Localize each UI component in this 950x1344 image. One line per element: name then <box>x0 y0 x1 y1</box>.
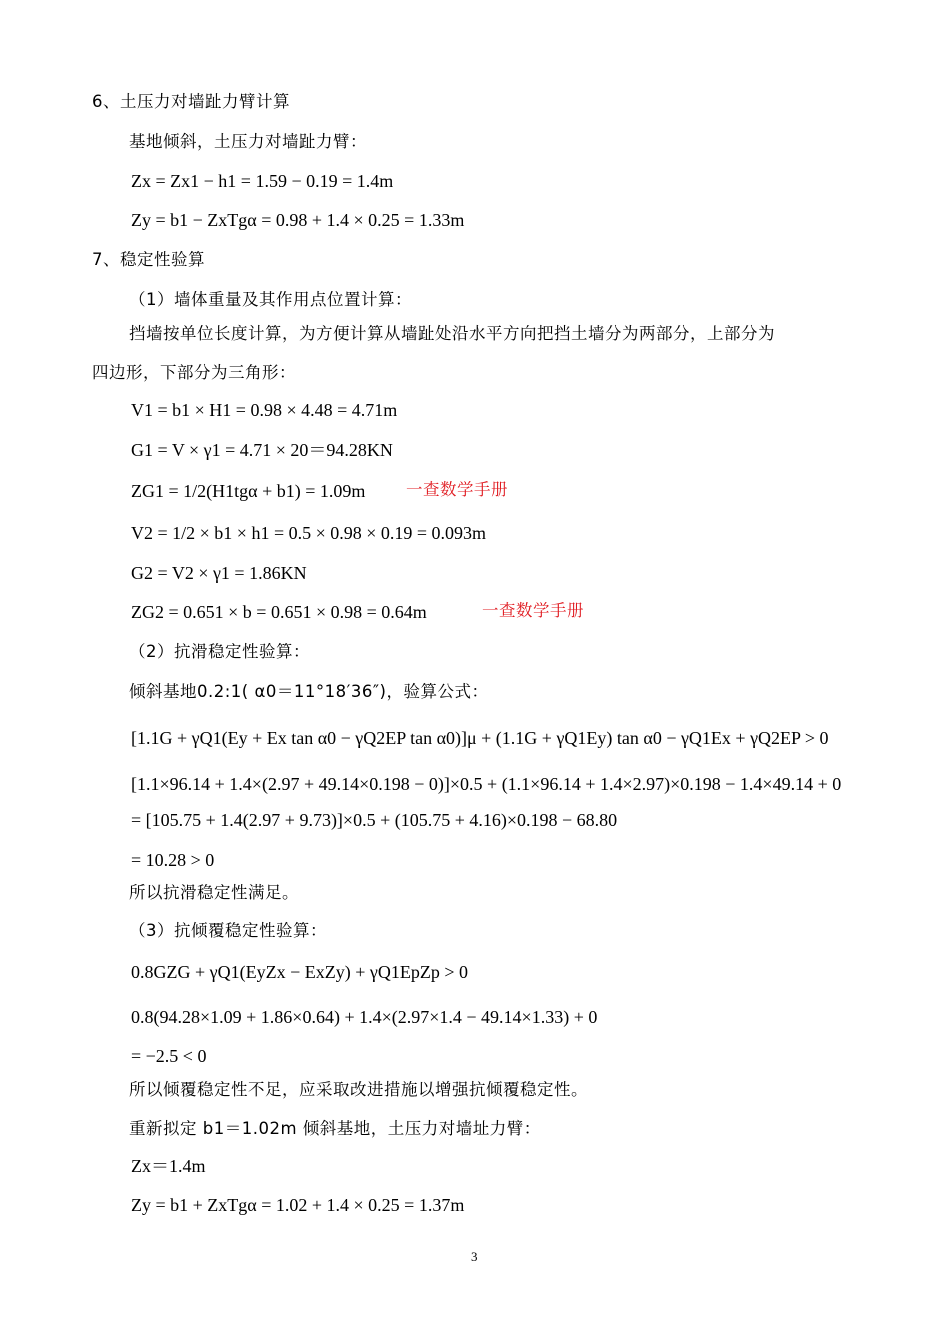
equation-zg1: ZG1 = 1/2(H1tgα + b1) = 1.09m <box>131 481 366 501</box>
text-line: 重新拟定 b1＝1.02m 倾斜基地，土压力对墙址力臂： <box>129 1119 541 1138</box>
handbook-note: 一查数学手册 <box>406 480 508 499</box>
equation-sliding-result: = 10.28 > 0 <box>131 850 215 870</box>
text-line: 所以倾覆稳定性不足，应采取改进措施以增强抗倾覆稳定性。 <box>129 1080 588 1099</box>
paragraph-line: 挡墙按单位长度计算，为方便计算从墙趾处沿水平方向把挡土墙分为两部分，上部分为 <box>129 324 775 343</box>
equation-zx-new: Zx＝1.4m <box>131 1156 206 1176</box>
subsection-3-heading: （3）抗倾覆稳定性验算： <box>129 921 327 940</box>
equation-overturning-result: = −2.5 < 0 <box>131 1046 207 1066</box>
subsection-2-heading: （2）抗滑稳定性验算： <box>129 642 310 661</box>
equation-zy: Zy = b1 − ZxTgα = 0.98 + 1.4 × 0.25 = 1.33m <box>131 210 465 230</box>
equation-zg2: ZG2 = 0.651 × b = 0.651 × 0.98 = 0.64m <box>131 602 427 622</box>
equation-sliding-sub: = [105.75 + 1.4(2.97 + 9.73)]×0.5 + (105.75 + 4.16)×0.198 − 68.80 <box>131 810 618 830</box>
equation-sliding: [1.1G + γQ1(Ey + Ex tan α0 − γQ2EP tan α0)]μ + (1.1G + γQ1Ey) tan α0 − γQ1Ex + γQ2EP > 0 <box>131 728 829 748</box>
section-7-heading: 7、稳定性验算 <box>92 250 205 269</box>
subsection-1-heading: （1）墙体重量及其作用点位置计算： <box>129 290 412 309</box>
equation-overturning-sub: 0.8(94.28×1.09 + 1.86×0.64) + 1.4×(2.97×1.4 − 49.14×1.33) + 0 <box>131 1007 598 1027</box>
equation-zy-new: Zy = b1 + ZxTgα = 1.02 + 1.4 × 0.25 = 1.37m <box>131 1195 465 1215</box>
equation-overturning: 0.8GZG + γQ1(EyZx − ExZy) + γQ1EpZp > 0 <box>131 962 468 982</box>
equation-sliding-sub: [1.1×96.14 + 1.4×(2.97 + 49.14×0.198 − 0)]×0.5 + (1.1×96.14 + 1.4×2.97)×0.198 − 1.4×49.14 + 0 <box>131 774 842 794</box>
equation-v2: V2 = 1/2 × b1 × h1 = 0.5 × 0.98 × 0.19 = 0.093m <box>131 523 487 543</box>
text-line: 倾斜基地0.2:1( α0＝11°18′36″)，验算公式： <box>129 682 489 701</box>
paragraph-line: 四边形，下部分为三角形： <box>92 363 296 382</box>
equation-v1: V1 = b1 × H1 = 0.98 × 4.48 = 4.71m <box>131 400 398 420</box>
section-6-heading: 6、土压力对墙趾力臂计算 <box>92 92 290 111</box>
equation-g2: G2 = V2 × γ1 = 1.86KN <box>131 563 307 583</box>
text-line: 所以抗滑稳定性满足。 <box>129 883 299 902</box>
handbook-note: 一查数学手册 <box>482 601 584 620</box>
page-number: 3 <box>471 1249 478 1264</box>
equation-zx: Zx = Zx1 − h1 = 1.59 − 0.19 = 1.4m <box>131 171 394 191</box>
equation-g1: G1 = V × γ1 = 4.71 × 20＝94.28KN <box>131 440 393 460</box>
text-line: 基地倾斜，土压力对墙趾力臂： <box>129 132 367 151</box>
